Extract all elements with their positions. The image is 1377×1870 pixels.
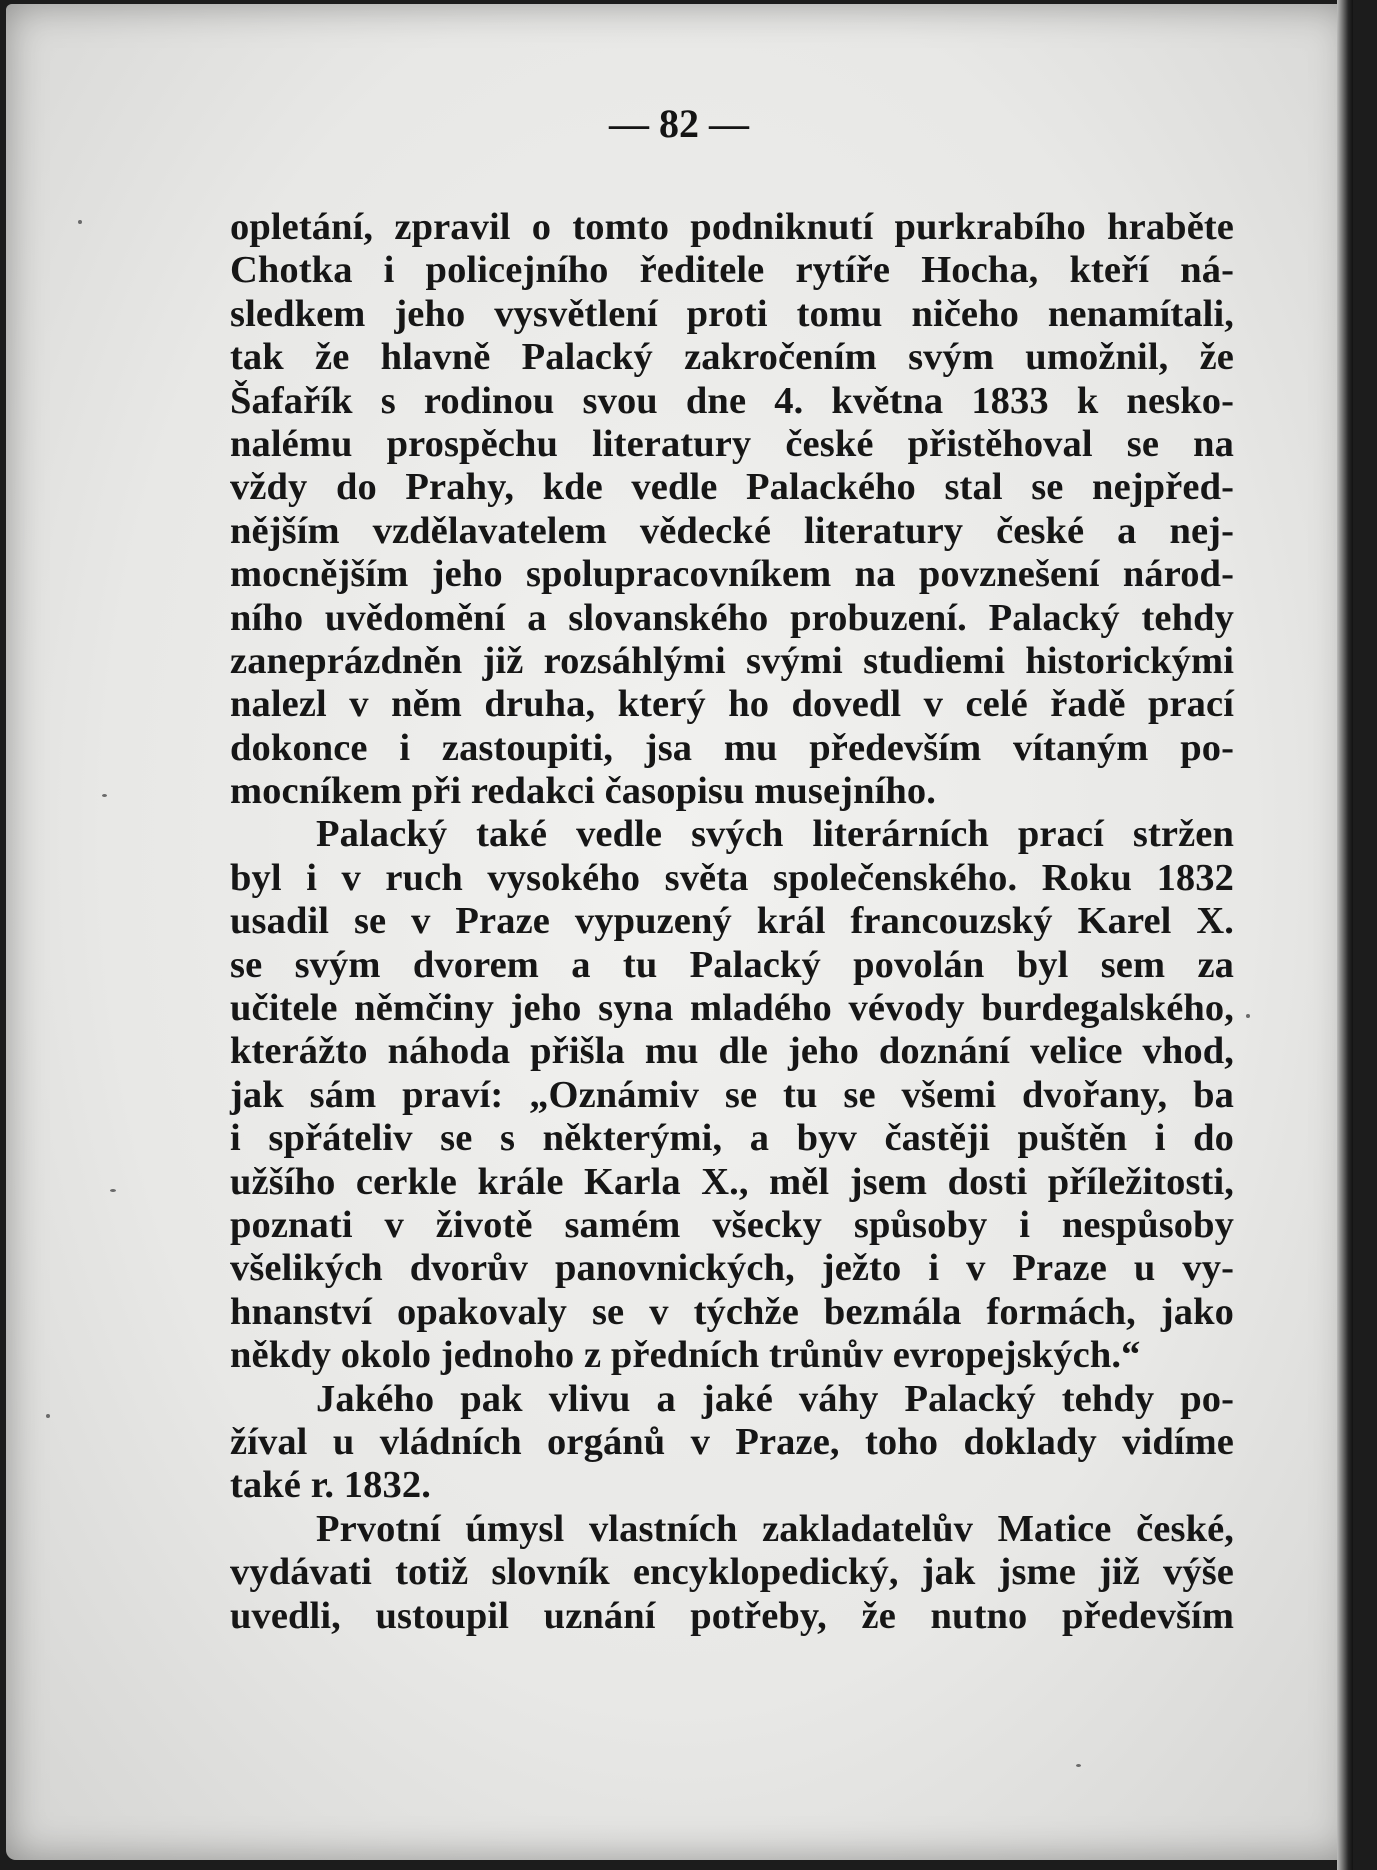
text-line: Jakého pak vlivu a jaké váhy Palacký tehdy po- <box>316 1377 1234 1420</box>
text-line: zaneprázdněn již rozsáhlými svými studiemi historickými <box>230 639 1234 682</box>
body-text <box>230 206 1234 1638</box>
text-line: Palacký také vedle svých literárních prací stržen <box>316 813 1234 856</box>
paper-speck <box>102 794 107 797</box>
book-page <box>6 4 1352 1860</box>
paper-speck <box>110 1189 116 1192</box>
paper-speck <box>46 1414 50 1418</box>
text-line: také r. 1832. <box>230 1464 431 1507</box>
text-line: vždy do Prahy, kde vedle Palackého stal se nejpřed- <box>230 466 1234 509</box>
text-line: užšího cerkle krále Karla X., měl jsem dosti příležitosti, <box>230 1160 1234 1203</box>
text-line: Šafařík s rodinou svou dne 4. května 1833 k nesko- <box>230 379 1234 422</box>
text-line: i spřáteliv se s některými, a byv častěji puštěn i do <box>230 1117 1234 1160</box>
paper-speck <box>78 220 82 224</box>
text-line: Chotka i policejního ředitele rytíře Hocha, kteří ná- <box>230 249 1234 292</box>
text-line: učitele němčiny jeho syna mladého vévody burdegalského, <box>230 987 1234 1030</box>
text-line: Prvotní úmysl vlastních zakladatelův Matice české, <box>316 1507 1234 1550</box>
page-number: — 82 — <box>609 101 749 146</box>
text-line: ního uvědomění a slovanského probuzení. Palacký tehdy <box>230 596 1234 639</box>
text-line: jak sám praví: „Oznámiv se tu se všemi dvořany, ba <box>230 1073 1234 1116</box>
text-line: žíval u vládních orgánů v Praze, toho doklady vidíme <box>230 1420 1234 1463</box>
paper-speck <box>1076 1764 1081 1767</box>
text-line: sledkem jeho vysvětlení proti tomu ničeho nenamítali, <box>230 292 1234 335</box>
text-line: někdy okolo jednoho z předních trůnův evropejských.“ <box>230 1334 1141 1377</box>
text-line: mocníkem při redakci časopisu musejního. <box>230 770 936 813</box>
text-line: nalezl v něm druha, který ho dovedl v celé řadě prací <box>230 683 1234 726</box>
text-line: byl i v ruch vysokého světa společenského. Roku 1832 <box>230 856 1234 899</box>
text-line: všelikých dvorův panovnických, ježto i v Praze u vy- <box>230 1247 1234 1290</box>
text-line: vydávati totiž slovník encyklopedický, jak jsme již výše <box>230 1551 1234 1594</box>
text-line: hnanství opakovaly se v týchže bezmála formách, jako <box>230 1290 1234 1333</box>
text-line: poznati v životě samém všecky spůsoby i nespůsoby <box>230 1203 1234 1246</box>
text-line: uvedli, ustoupil uznání potřeby, že nutno především <box>230 1594 1234 1637</box>
text-line: nějším vzdělavatelem vědecké literatury české a nej- <box>230 509 1234 552</box>
text-line: mocnějším jeho spolupracovníkem na povznešení národ- <box>230 553 1234 596</box>
text-line: usadil se v Praze vypuzený král francouzský Karel X. <box>230 900 1234 943</box>
paper-speck <box>1246 1014 1250 1018</box>
text-line: kterážto náhoda přišla mu dle jeho doznání velice vhod, <box>230 1030 1234 1073</box>
text-line: dokonce i zastoupiti, jsa mu především vítaným po- <box>230 726 1234 769</box>
page-edge-shadow <box>1337 0 1353 1870</box>
text-line: nalému prospěchu literatury české přistěhoval se na <box>230 422 1234 465</box>
text-line: opletání, zpravil o tomto podniknutí purkrabího hraběte <box>230 206 1234 248</box>
text-line: se svým dvorem a tu Palacký povolán byl sem za <box>230 943 1234 986</box>
text-line: tak že hlavně Palacký zakročením svým umožnil, že <box>230 336 1234 379</box>
